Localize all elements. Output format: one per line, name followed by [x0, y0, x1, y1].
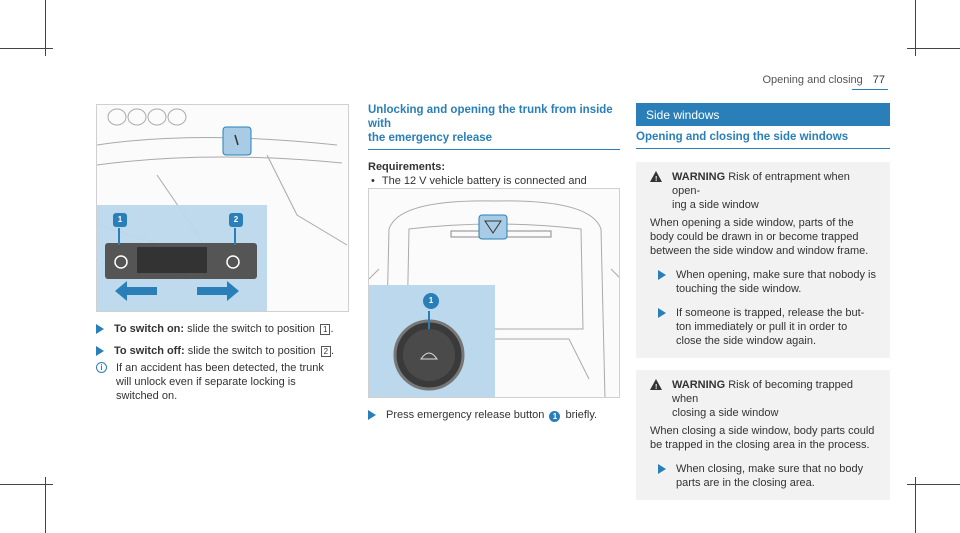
warning-body-line: between the side window and window frame.	[650, 245, 869, 257]
step-line: When closing, make sure that no body	[676, 463, 864, 475]
page-header	[762, 74, 885, 86]
info-icon: i	[96, 362, 107, 373]
trunk-figure	[368, 188, 620, 398]
middle-step	[368, 408, 620, 422]
step-switch-off: To switch off: slide the switch to position 2 .	[96, 344, 356, 358]
position-ref: 2	[321, 346, 331, 357]
info-line: switched on.	[116, 390, 178, 402]
step-switch-on: To switch on: slide the switch to position 1 .	[96, 322, 356, 336]
switch-figure	[96, 104, 349, 312]
subsection-heading: Opening and closing the side windows	[636, 131, 849, 143]
warning-step	[658, 268, 878, 296]
warning-label: WARNING	[672, 171, 726, 183]
warning-body-line: be trapped in the closing area in the process.	[650, 439, 870, 451]
warning-step	[658, 306, 878, 348]
warning-body-line: When closing a side window, body parts could	[650, 425, 875, 437]
step-line: parts are in the closing area.	[676, 477, 815, 489]
step-text: Press emergency release button	[386, 409, 548, 421]
step-arrow-icon	[96, 324, 104, 334]
info-note	[96, 361, 356, 403]
warning-title: Risk of becoming trapped when	[672, 379, 853, 405]
step-text: slide the switch to position	[184, 345, 319, 357]
callout-1: 1	[113, 213, 127, 227]
step-press-release	[368, 408, 620, 422]
position-ref: 1	[320, 324, 330, 335]
page-number: 77	[872, 74, 885, 86]
warning-step	[658, 462, 878, 490]
warning-triangle-icon: !	[650, 379, 662, 390]
section-heading	[368, 103, 620, 145]
warning-title: ing a side window	[672, 199, 759, 211]
warning-label: WARNING	[672, 379, 726, 391]
step-text: briefly.	[562, 409, 598, 421]
warning-title: Risk of entrapment when open-	[672, 171, 850, 197]
step-label: To switch on:	[114, 323, 185, 335]
step-arrow-icon	[658, 270, 666, 280]
requirement-line: The 12 V vehicle battery is connected and	[381, 175, 587, 187]
step-line: If someone is trapped, release the but-	[676, 307, 865, 319]
warning-triangle-icon: !	[650, 171, 662, 182]
right-column	[636, 103, 890, 500]
warning-body-line: When opening a side window, parts of the	[650, 217, 854, 229]
step-arrow-icon	[658, 464, 666, 474]
step-label: To switch off:	[114, 345, 185, 357]
heading-rule	[636, 148, 890, 149]
crop-mark	[45, 477, 46, 533]
step-arrow-icon	[96, 346, 104, 356]
step-line: touching the side window.	[676, 283, 802, 295]
callout-2: 2	[229, 213, 243, 227]
info-line: If an accident has been detected, the trunk	[116, 362, 324, 374]
requirements-label: Requirements:	[368, 161, 446, 173]
info-line: will unlock even if separate locking is	[116, 376, 296, 388]
step-text: slide the switch to position	[184, 323, 318, 335]
crop-mark	[915, 0, 916, 56]
button-ref: 1	[549, 411, 560, 422]
header-rule	[852, 89, 888, 90]
bullet: •	[371, 175, 375, 187]
section-title: Opening and closing	[762, 74, 863, 86]
step-arrow-icon	[368, 410, 376, 420]
heading-rule	[368, 149, 620, 150]
section-bar-title: Side windows	[636, 103, 890, 126]
crop-mark	[45, 0, 46, 56]
warning-title: closing a side window	[672, 407, 779, 419]
warning-box-entrapment	[636, 162, 890, 358]
heading-line: the emergency release	[368, 132, 493, 144]
step-line: ton immediately or pull it in order to	[676, 321, 848, 333]
crop-mark	[915, 477, 916, 533]
left-column	[96, 322, 356, 403]
step-line: When opening, make sure that nobody is	[676, 269, 876, 281]
step-line: close the side window again.	[676, 335, 817, 347]
warning-body-line: body could be drawn in or become trapped	[650, 231, 859, 243]
heading-line: Unlocking and opening the trunk from inside with	[368, 104, 613, 130]
callout-1: 1	[423, 293, 439, 309]
warning-box-closing	[636, 370, 890, 500]
step-arrow-icon	[658, 308, 666, 318]
